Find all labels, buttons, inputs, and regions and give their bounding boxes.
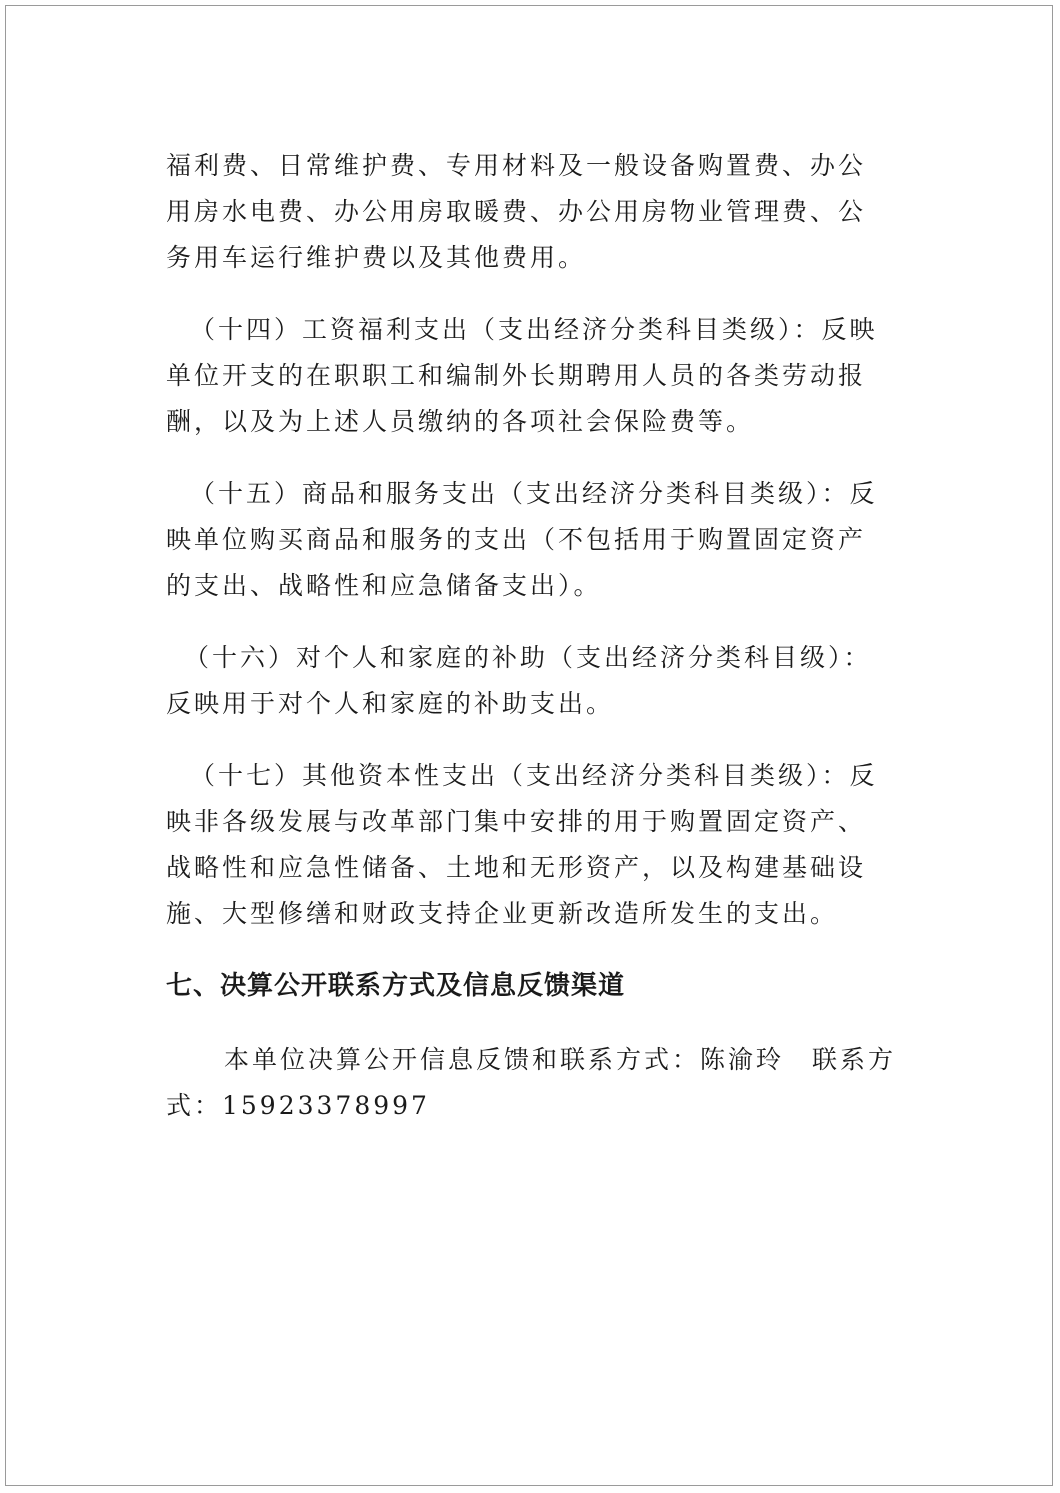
paragraph-welfare-tail — [166, 143, 901, 281]
text-line: 福利费、日常维护费、专用材料及一般设备购置费、办公 — [166, 151, 867, 180]
text-line: 映单位购买商品和服务的支出（不包括用于购置固定资产 — [166, 525, 867, 554]
text-line: 式：15923378997 — [166, 1091, 430, 1120]
text-line: 酬，以及为上述人员缴纳的各项社会保险费等。 — [166, 407, 755, 436]
item-17-paragraph — [166, 753, 901, 937]
text-line: 施、大型修缮和财政支持企业更新改造所发生的支出。 — [166, 899, 839, 928]
item-15-paragraph — [166, 471, 901, 609]
text-line: 务用车运行维护费以及其他费用。 — [166, 243, 587, 272]
text-line: 本单位决算公开信息反馈和联系方式：陈渝玲 联系方 — [224, 1045, 897, 1074]
text-line: 用房水电费、办公用房取暖费、办公用房物业管理费、公 — [166, 197, 867, 226]
text-line: 单位开支的在职职工和编制外长期聘用人员的各类劳动报 — [166, 361, 867, 390]
text-line: 战略性和应急性储备、土地和无形资产，以及构建基础设 — [166, 853, 867, 882]
section-heading: 七、决算公开联系方式及信息反馈渠道 — [166, 971, 626, 1001]
document-page — [5, 5, 1053, 1486]
text-line: （十五）商品和服务支出（支出经济分类科目类级）：反 — [190, 479, 878, 508]
text-line: 反映用于对个人和家庭的补助支出。 — [166, 689, 615, 718]
text-line: （十七）其他资本性支出（支出经济分类科目类级）：反 — [190, 761, 878, 790]
document-body — [166, 143, 901, 1129]
text-line: 的支出、战略性和应急储备支出）。 — [166, 571, 602, 600]
text-line: 映非各级发展与改革部门集中安排的用于购置固定资产、 — [166, 807, 867, 836]
item-16-paragraph — [166, 635, 901, 727]
item-14-paragraph — [166, 307, 901, 445]
section-7 — [166, 963, 901, 1129]
text-line: （十六）对个人和家庭的补助（支出经济分类科目级）： — [184, 643, 872, 672]
text-line: （十四）工资福利支出（支出经济分类科目类级）：反映 — [190, 315, 878, 344]
